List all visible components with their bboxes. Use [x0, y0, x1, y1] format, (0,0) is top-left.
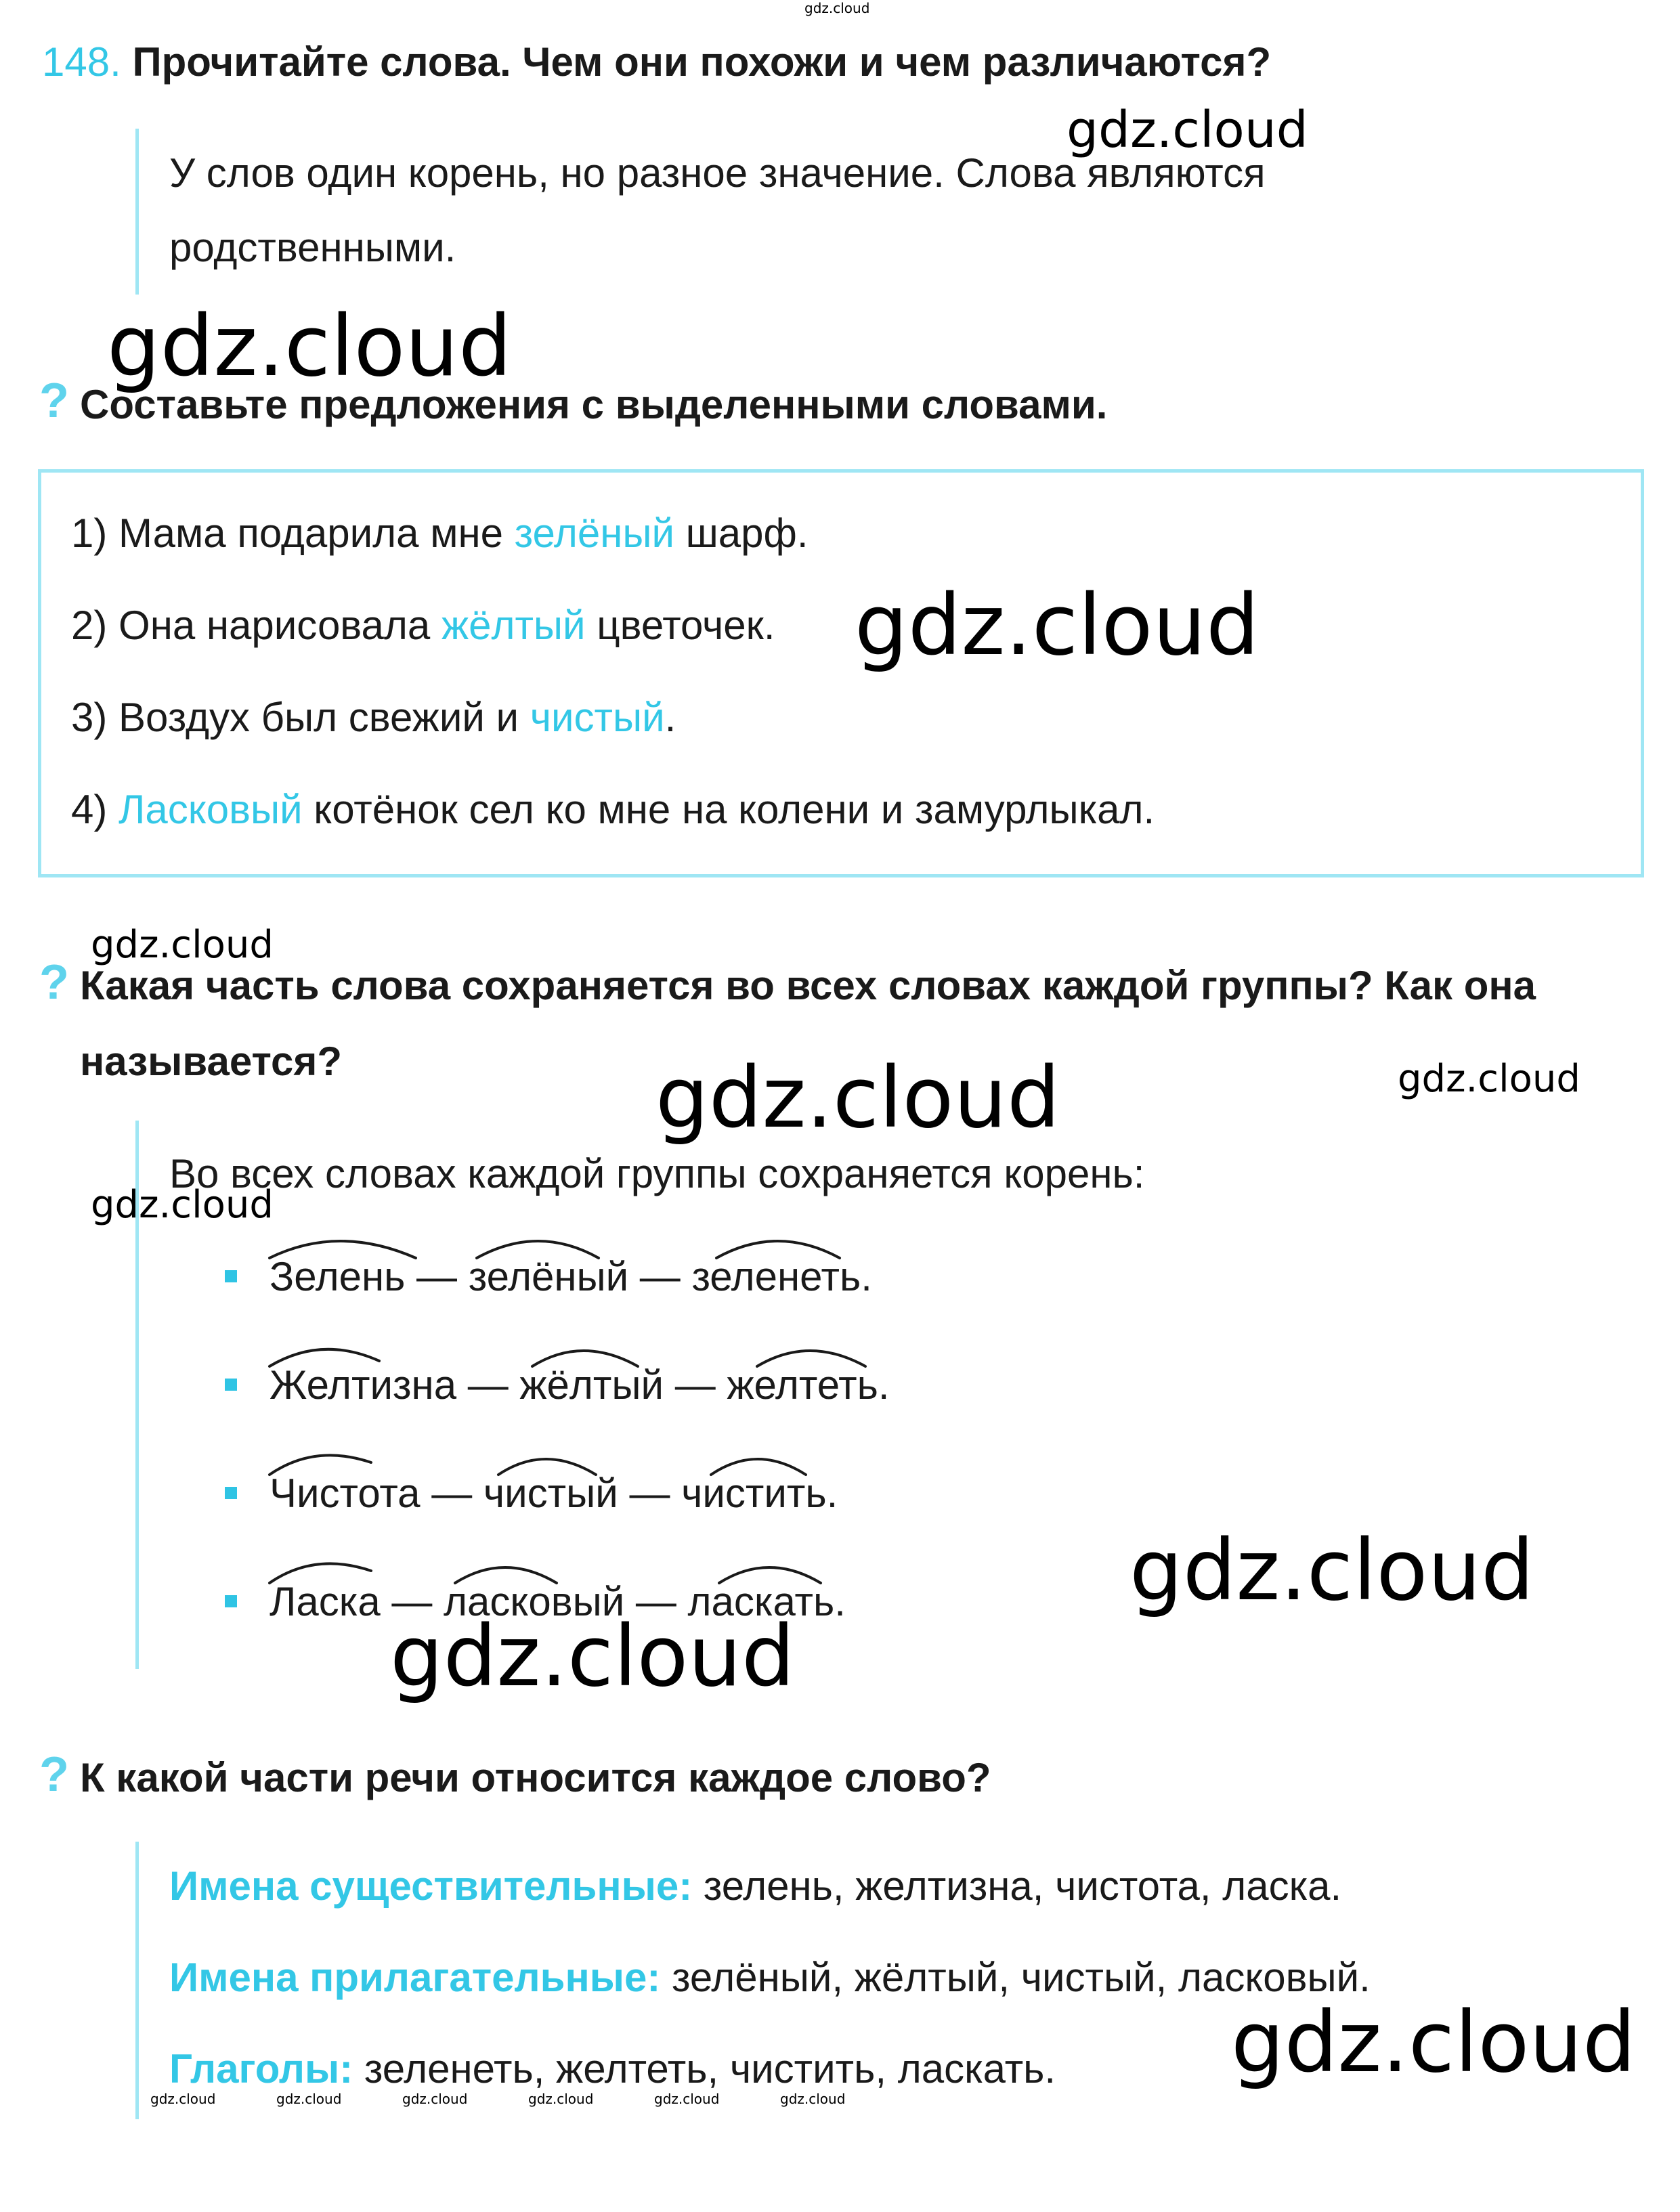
watermark: gdz.cloud [1398, 1057, 1580, 1101]
answer-bar-4 [135, 1842, 139, 2119]
watermark: gdz.cloud [654, 2091, 720, 2107]
sentence-text: котёнок сел ко мне на колени и замурлыкал. [314, 787, 1155, 832]
pos-row-1 [169, 1862, 1341, 1911]
sentence-text: Она нарисовала [119, 603, 431, 648]
word-group-4: Ласка — ласковый — ласкать. [270, 1579, 846, 1624]
root-arc [719, 1567, 821, 1583]
pos-row-3 [169, 2045, 1056, 2094]
watermark: gdz.cloud [804, 0, 870, 16]
watermark: gdz.cloud [402, 2091, 468, 2107]
word-group-1: Зелень — зелёный — зеленеть. [270, 1254, 872, 1299]
root-arc [270, 1349, 379, 1366]
root-arc [532, 1351, 638, 1366]
sentence-number: 4) [71, 787, 108, 832]
sentence-number: 3) [71, 695, 108, 740]
watermark: gdz.cloud [1129, 1522, 1534, 1620]
section3-intro: Во всех словах каждой группы сохраняется корень: [169, 1151, 1145, 1196]
watermark: gdz.cloud [528, 2091, 594, 2107]
watermark: gdz.cloud [91, 923, 274, 967]
watermark: gdz.cloud [91, 1183, 274, 1227]
word-group-2: Желтизна — жёлтый — желтеть. [270, 1362, 890, 1408]
root-arc [270, 1563, 371, 1583]
answer-1-line2: родственными. [169, 225, 456, 270]
pos-label: Имена прилагательные: [169, 1955, 661, 2000]
root-arc [270, 1455, 371, 1475]
sentence-text: Мама подарила мне [119, 511, 503, 556]
pos-row-2 [169, 1953, 1371, 2002]
watermark: gdz.cloud [855, 577, 1259, 674]
highlighted-word: жёлтый [441, 603, 586, 648]
sentence-text: цветочек. [597, 603, 775, 648]
section2-question: Составьте предложения с выделенными словами. [80, 382, 1108, 427]
question-mark-icon: ? [39, 955, 69, 1010]
highlighted-word: зелёный [514, 511, 674, 556]
highlighted-word: Ласковый [119, 787, 303, 832]
sentence-text: . [664, 695, 676, 740]
question-mark-icon: ? [39, 374, 69, 428]
watermark: gdz.cloud [276, 2091, 342, 2107]
pos-words: зелёный, жёлтый, чистый, ласковый. [672, 1955, 1371, 2000]
watermark: gdz.cloud [150, 2091, 216, 2107]
section3-question-line1: Какая часть слова сохраняется во всех словах каждой группы? Как она [80, 963, 1536, 1008]
pos-words: зелень, желтизна, чистота, ласка. [703, 1863, 1342, 1909]
section4-question: К какой части речи относится каждое слово? [80, 1755, 991, 1800]
section3-question-line2: называется? [80, 1039, 343, 1084]
root-arc [498, 1459, 596, 1475]
watermark: gdz.cloud [107, 298, 512, 395]
watermark: gdz.cloud [655, 1049, 1060, 1147]
question-mark-icon: ? [39, 1748, 69, 1802]
answer-1-line1: У слов один корень, но разное значение. Слова являются [169, 150, 1266, 196]
sentence-number: 2) [71, 603, 108, 648]
root-arc [711, 1459, 806, 1475]
pos-label: Глаголы: [169, 2046, 353, 2091]
root-arc [477, 1241, 599, 1258]
highlighted-word: чистый [530, 695, 665, 740]
pos-label: Имена существительные: [169, 1863, 693, 1909]
root-arc [455, 1567, 557, 1583]
watermark: gdz.cloud [780, 2091, 846, 2107]
root-arc [270, 1241, 416, 1258]
watermark: gdz.cloud [390, 1608, 795, 1706]
sentence-text: шарф. [685, 511, 809, 556]
watermark: gdz.cloud [1067, 101, 1308, 159]
sentence-text: Воздух был свежий и [119, 695, 519, 740]
pos-words: зеленеть, желтеть, чистить, ласкать. [364, 2046, 1056, 2091]
root-arc [716, 1241, 840, 1258]
root-arc [757, 1351, 865, 1366]
watermark: gdz.cloud [1231, 1994, 1636, 2091]
sentence-number: 1) [71, 511, 108, 556]
word-group-3: Чистота — чистый — чистить. [270, 1471, 838, 1516]
task-question: Прочитайте слова. Чем они похожи и чем различаются? [132, 39, 1272, 85]
task-number: 148. [42, 39, 121, 85]
